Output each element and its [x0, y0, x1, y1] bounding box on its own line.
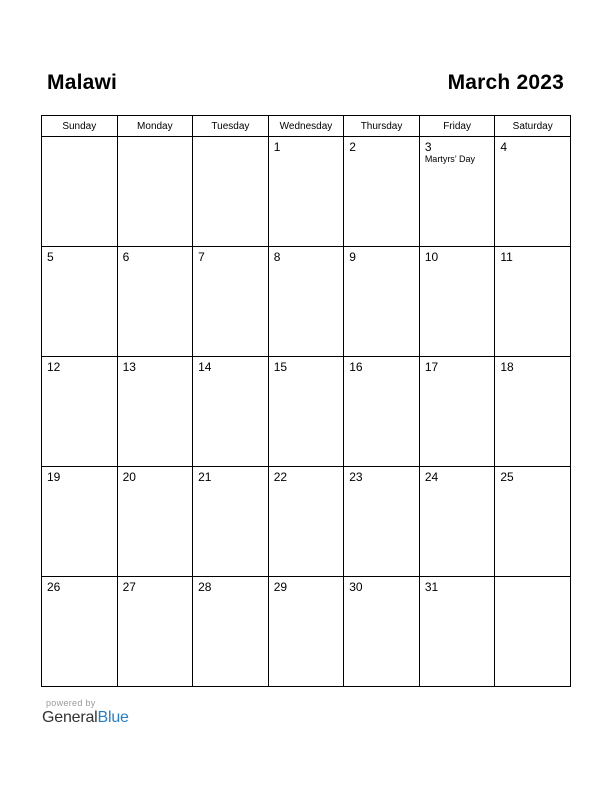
day-cell	[117, 467, 193, 577]
day-number: 2	[349, 140, 356, 154]
day-cell	[495, 357, 571, 467]
holiday-label	[495, 581, 570, 583]
day-number: 13	[122, 360, 136, 374]
day-number: 3	[424, 140, 432, 154]
day-cell	[117, 137, 193, 247]
day-number: 16	[349, 360, 363, 374]
day-cell	[42, 247, 118, 357]
day-cell	[495, 467, 571, 577]
day-cell	[495, 247, 571, 357]
generalblue-logo	[42, 709, 129, 727]
day-number: 17	[424, 360, 439, 374]
day-cell	[419, 247, 495, 357]
weekday-header-row	[42, 116, 571, 137]
day-number: 18	[500, 360, 514, 374]
day-number: 28	[198, 580, 212, 594]
day-cell	[42, 467, 118, 577]
week-row	[42, 467, 571, 577]
day-number: 15	[273, 360, 288, 374]
week-row	[42, 577, 571, 687]
weekday-header: Tuesday	[193, 116, 269, 137]
country-title: Malawi	[47, 71, 118, 94]
day-number: 9	[349, 250, 356, 264]
day-cell	[268, 467, 344, 577]
day-number: 6	[122, 250, 130, 264]
day-cell	[419, 137, 495, 247]
day-number: 4	[500, 140, 508, 154]
brand-part-blue: Blue	[97, 709, 129, 726]
holiday-label: Martyrs’ Day	[424, 154, 475, 164]
day-cell	[42, 357, 118, 467]
day-number: 14	[198, 360, 212, 374]
day-cell	[193, 577, 269, 687]
day-cell	[117, 247, 193, 357]
day-number: 24	[424, 470, 439, 484]
day-number: 8	[273, 250, 281, 264]
weekday-header: Monday	[117, 116, 193, 137]
week-row	[42, 357, 571, 467]
day-number: 27	[122, 580, 136, 594]
day-number: 1	[273, 140, 281, 154]
day-number: 20	[122, 470, 136, 484]
day-cell	[495, 137, 571, 247]
day-cell	[193, 247, 269, 357]
day-cell	[419, 577, 495, 687]
day-number: 7	[198, 250, 205, 264]
day-number: 10	[424, 250, 439, 264]
day-number: 25	[500, 470, 514, 484]
day-cell	[495, 577, 571, 687]
weekday-header: Thursday	[344, 116, 420, 137]
holiday-label	[193, 141, 268, 143]
day-number: 23	[349, 470, 363, 484]
day-number: 19	[47, 470, 61, 484]
holiday-label	[42, 141, 117, 143]
week-row	[42, 137, 571, 247]
weekday-header: Wednesday	[268, 116, 344, 137]
day-cell	[268, 137, 344, 247]
day-cell	[268, 577, 344, 687]
weekday-header: Saturday	[495, 116, 571, 137]
day-cell	[193, 467, 269, 577]
week-row	[42, 247, 571, 357]
month-title: March 2023	[447, 71, 564, 94]
day-number: 5	[47, 250, 54, 264]
day-cell	[42, 577, 118, 687]
day-number: 31	[424, 580, 439, 594]
day-cell	[117, 357, 193, 467]
day-cell	[344, 137, 420, 247]
brand-part-general: General	[42, 709, 98, 726]
weekday-header: Friday	[419, 116, 495, 137]
day-number: 26	[47, 580, 61, 594]
day-cell	[419, 467, 495, 577]
day-cell	[193, 357, 269, 467]
day-number: 29	[273, 580, 288, 594]
day-cell	[193, 137, 269, 247]
day-number: 12	[47, 360, 61, 374]
day-number: 21	[198, 470, 212, 484]
day-cell	[42, 137, 118, 247]
day-cell	[268, 357, 344, 467]
day-cell	[344, 467, 420, 577]
day-cell	[344, 357, 420, 467]
day-cell	[344, 577, 420, 687]
day-cell	[344, 247, 420, 357]
day-number: 11	[500, 250, 513, 264]
day-cell	[117, 577, 193, 687]
day-cell	[419, 357, 495, 467]
day-number: 22	[273, 470, 288, 484]
day-number: 30	[349, 580, 363, 594]
calendar-grid	[41, 115, 571, 687]
weekday-header: Sunday	[42, 116, 118, 137]
powered-by-text: powered by	[46, 698, 96, 708]
holiday-label	[118, 141, 193, 143]
footer	[42, 698, 129, 727]
day-cell	[268, 247, 344, 357]
